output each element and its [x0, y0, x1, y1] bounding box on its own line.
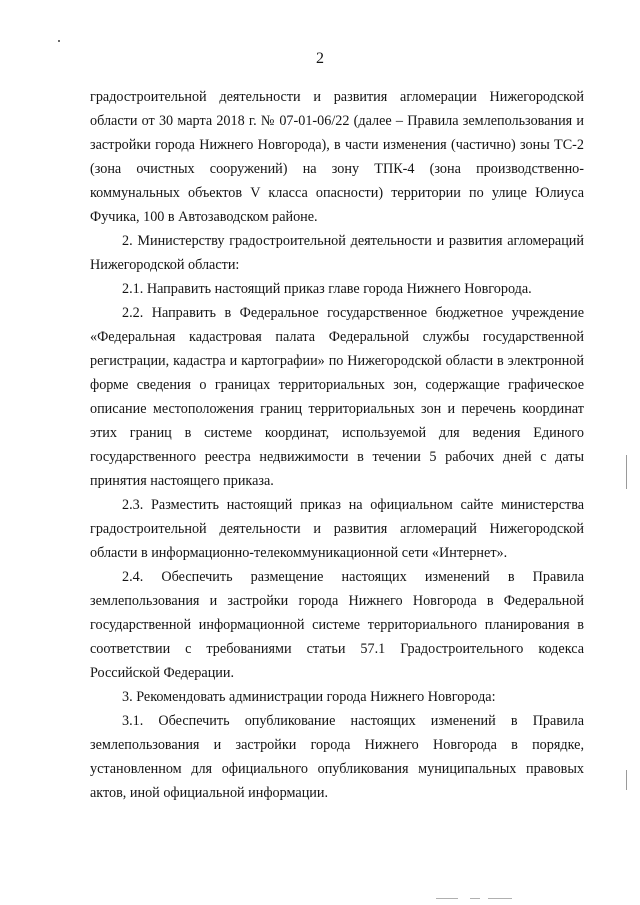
paragraph-item-2-1: 2.1. Направить настоящий приказ главе города Нижнего Новгорода. [122, 281, 532, 297]
paragraph-item-3: 3. Рекомендовать администрации города Нижнего Новгорода: [122, 689, 496, 705]
scan-mark-bottom-2 [470, 898, 480, 899]
scan-mark-top-left [58, 40, 60, 42]
scan-mark-right-edge-2 [626, 770, 627, 790]
paragraph-item-2-2: 2.2. Направить в Федеральное государственное бюджетное учреждение «Федеральная кадастровая палата Федеральной службы государственной регистрации, кадастра и картографии» по Нижегородской области в электронной форме сведения о границах территориальных зон, содержащие графическое описание местоположения границ территориальных зон и перечень координат этих границ в системе координат, используемой для ведения Единого государственного реестра недвижимости в течении 5 рабочих дней с даты принятия настоящего приказа. [90, 305, 584, 489]
paragraph-item-3-1: 3.1. Обеспечить опубликование настоящих изменений в Правила землепользования и застройки города Нижнего Новгорода в порядке, установленном для официального опубликования муниципальных правовых актов, иной официальной информации. [90, 713, 584, 801]
scan-mark-right-edge-1 [626, 455, 627, 489]
paragraph-intro-continuation: градостроительной деятельности и развития агломерации Нижегородской области от 30 марта 2018 г. № 07-01-06/22 (далее – Правила землепользования и застройки города Нижнего Новгорода), в части изменения (частично) зоны ТС-2 (зона очистных сооружений) на зону ТПК-4 (зона производственно-коммунальных объектов V класса опасности) территории по улице Юлиуса Фучика, 100 в Автозаводском районе. [90, 89, 584, 225]
scan-mark-bottom-1 [436, 898, 458, 899]
page-number: 2 [316, 50, 324, 67]
paragraph-item-2-3: 2.3. Разместить настоящий приказ на официальном сайте министерства градостроительной деятельности и развития агломераций Нижегородской области в информационно-телекоммуникационной сети «Интернет». [90, 497, 584, 561]
document-body [90, 85, 584, 805]
paragraph-item-2: 2. Министерству градостроительной деятельности и развития агломераций Нижегородской области: [90, 233, 584, 273]
scan-mark-bottom-3 [488, 898, 512, 899]
paragraph-item-2-4: 2.4. Обеспечить размещение настоящих изменений в Правила землепользования и застройки города Нижнего Новгорода в Федеральной государственной информационной системе территориального планирования в соответствии с требованиями статьи 57.1 Градостроительного кодекса Российской Федерации. [90, 569, 584, 681]
